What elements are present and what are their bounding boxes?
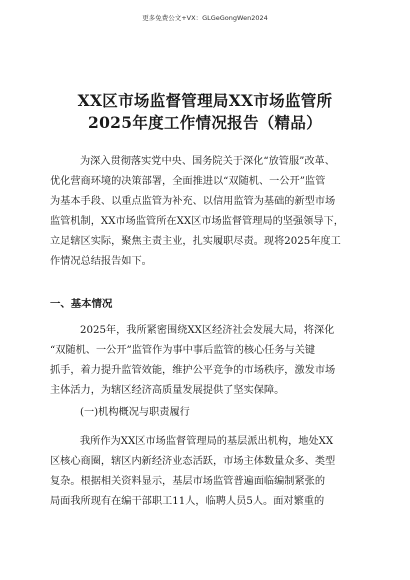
subsection-heading-organization: (一)机构概况与职责履行 xyxy=(80,407,190,418)
header-note: 更多免费公文+VX：GLGeGongWen2024 xyxy=(142,14,268,22)
document-title xyxy=(30,90,380,134)
text-line: 2025年，我所紧密围绕XX区经济社会发展大局，将深化 xyxy=(80,325,335,336)
text-line: 监管机制，XX市场监管所在XX区市场监督管理局的坚强领导下， xyxy=(50,216,344,227)
text-line: 优化营商环境的决策部署，全面推进以“双随机、一公开”监管 xyxy=(50,176,326,187)
text-line: 立足辖区实际，聚焦主责主业，扎实履职尽责。现将2025年度工 xyxy=(50,236,341,247)
intro-paragraph xyxy=(50,152,370,272)
text-line: 区核心商圈，辖区内新经济业态活跃，市场主体数量众多、类型 xyxy=(50,456,336,467)
section1-paragraph xyxy=(50,321,370,401)
text-line: 为深入贯彻落实党中央、国务院关于深化“放管服”改革、 xyxy=(80,156,335,167)
title-line-1: XX区市场监督管理局XX市场监管所 xyxy=(77,91,333,110)
text-line: 主体活力，为辖区经济高质量发展提供了坚实保障。 xyxy=(50,385,285,396)
text-line: 为基本手段、以重点监管为补充、以信用监管为基础的新型市场 xyxy=(50,196,336,207)
text-line: “双随机、一公开”监管作为事中事后监管的核心任务与关键 xyxy=(50,345,316,356)
text-line: 局面我所现有在编干部职工11人，临聘人员5人。面对繁重的 xyxy=(50,496,325,507)
title-line-2: 2025年度工作情况报告（精品） xyxy=(88,113,322,132)
subsection1-paragraph xyxy=(50,432,370,512)
text-line: 作情况总结报告如下。 xyxy=(50,256,152,267)
text-line: 我所作为XX区市场监督管理局的基层派出机构，地处XX xyxy=(80,436,334,447)
section-heading-basic-situation: 一、基本情况 xyxy=(50,298,113,310)
text-line: 抓手，着力提升监管效能，维护公平竞争的市场秩序，激发市场 xyxy=(50,365,336,376)
text-line: 复杂。根据相关资料显示，基层市场监管普遍面临编制紧张的 xyxy=(50,476,326,487)
